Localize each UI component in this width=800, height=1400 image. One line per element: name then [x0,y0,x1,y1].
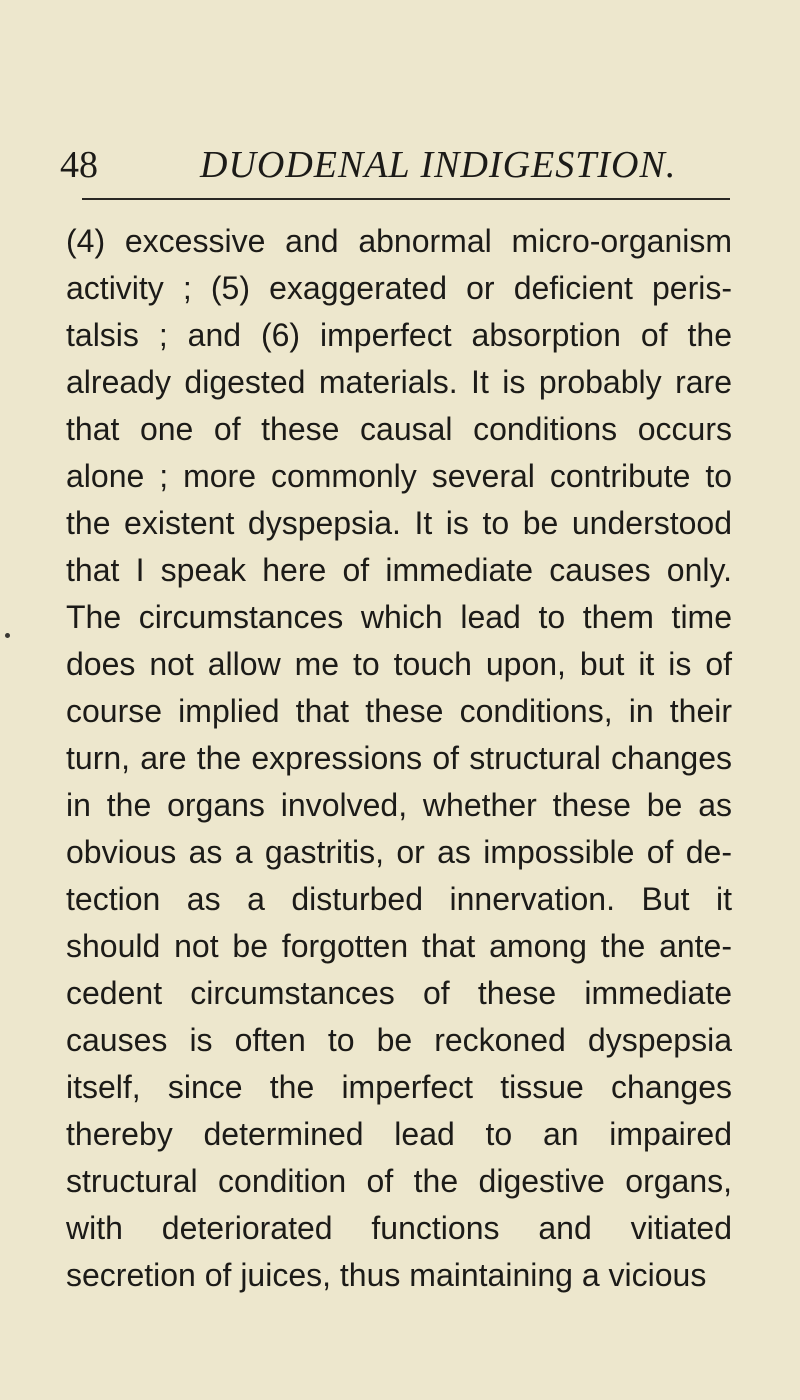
page-number: 48 [60,144,98,186]
text-line: that I speak here of immediate causes only. [66,552,732,588]
header-rule [82,198,730,200]
text-line: that one of these causal conditions occurs [66,411,732,447]
text-line: turn, are the expressions of structural changes [66,740,732,776]
text-line: The circumstances which lead to them time [66,599,732,635]
text-line: itself, since the imperfect tissue changes [66,1069,732,1105]
text-line: structural condition of the digestive organs, [66,1163,732,1199]
text-line: thereby determined lead to an impaired [66,1116,732,1152]
text-line: tection as a disturbed innervation. But it [66,881,732,917]
text-line: causes is often to be reckoned dyspepsia [66,1022,732,1058]
text-line: talsis ; and (6) imperfect absorption of the [66,317,732,353]
text-line: secretion of juices, thus maintaining a vicious [66,1257,707,1293]
text-line: activity ; (5) exaggerated or deficient peris- [66,270,732,306]
text-line: should not be forgotten that among the ante- [66,928,732,964]
text-line: does not allow me to touch upon, but it is of [66,646,732,682]
text-line: cedent circumstances of these immediate [66,975,732,1011]
text-line: already digested materials. It is probably rare [66,364,732,400]
text-line: the existent dyspepsia. It is to be understood [66,505,732,541]
text-line: course implied that these conditions, in their [66,693,732,729]
text-line: with deteriorated functions and vitiated [66,1210,732,1246]
text-line: in the organs involved, whether these be as [66,787,732,823]
margin-mark [5,633,10,638]
text-line: (4) excessive and abnormal micro-organism [66,223,732,259]
body-text [66,218,732,1299]
text-line: obvious as a gastritis, or as impossible of de- [66,834,732,870]
running-head: DUODENAL INDIGESTION. [200,144,677,186]
text-line: alone ; more commonly several contribute to [66,458,732,494]
page-header [60,142,740,192]
